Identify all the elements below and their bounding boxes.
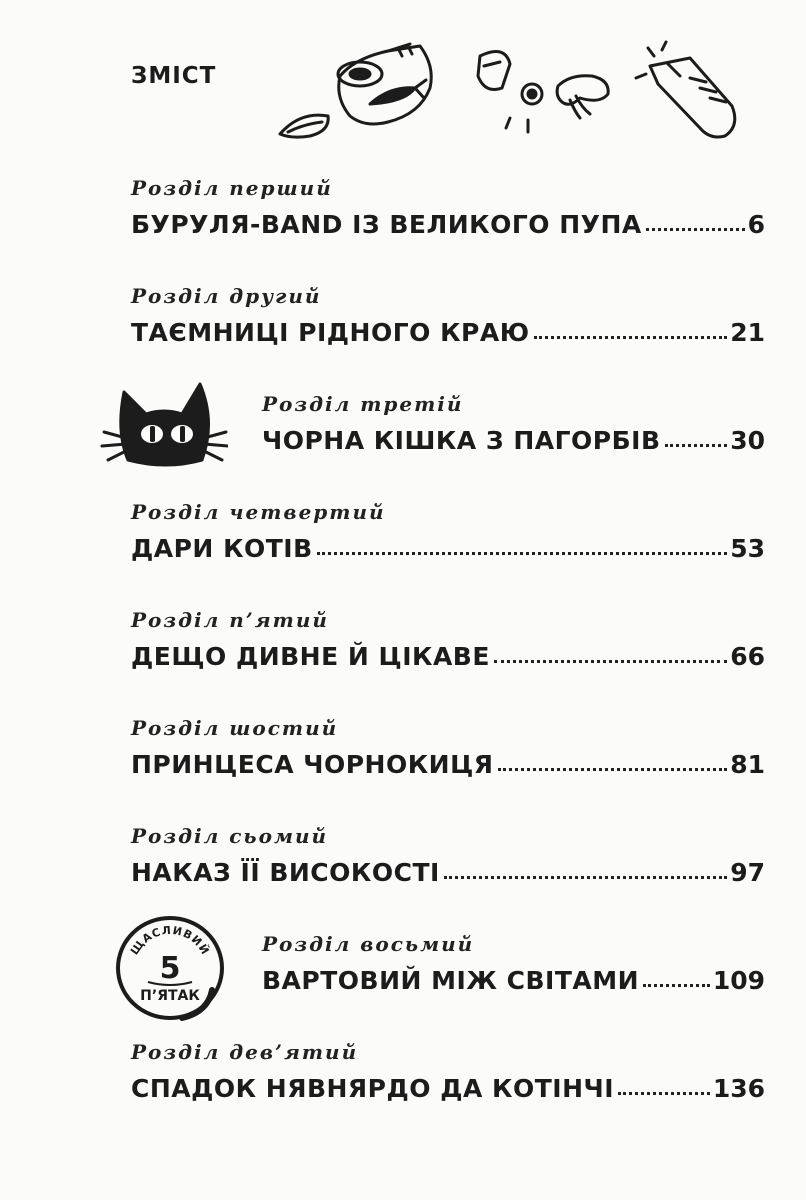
svg-text:ЩАСЛИВИЙ: ЩАСЛИВИЙ xyxy=(127,923,213,958)
page-number: 53 xyxy=(730,534,765,563)
dot-leader xyxy=(444,876,727,879)
black-cat-illustration xyxy=(100,372,228,472)
toc-entry-chapter-5[interactable] xyxy=(131,608,765,676)
page-number: 21 xyxy=(730,318,765,347)
chapter-title: НАКАЗ ЇЇ ВИСОКОСТІ xyxy=(131,858,440,887)
chapter-label: Розділ дев’ятий xyxy=(131,1040,359,1064)
toc-entry-chapter-2[interactable] xyxy=(131,284,765,352)
dot-leader xyxy=(498,768,728,771)
page-number: 109 xyxy=(712,966,765,995)
chapter-title: ВАРТОВИЙ МІЖ СВІТАМИ xyxy=(262,966,640,995)
food-doodles-illustration xyxy=(270,36,770,146)
toc-entry-chapter-7[interactable] xyxy=(131,824,765,892)
dot-leader xyxy=(534,336,728,339)
chapter-title: ДАРИ КОТІВ xyxy=(131,534,313,563)
page-number: 136 xyxy=(712,1074,765,1103)
page-number: 97 xyxy=(730,858,765,887)
coin-bottom-text: П’ЯТАК xyxy=(140,988,200,1004)
chapter-title: ЧОРНА КІШКА З ПАГОРБІВ xyxy=(262,426,661,455)
chapter-label: Розділ шостий xyxy=(131,716,339,740)
lucky-coin-illustration xyxy=(112,912,228,1022)
chapter-label: Розділ сьомий xyxy=(131,824,329,848)
dot-leader xyxy=(646,228,745,231)
dot-leader xyxy=(618,1092,710,1095)
chapter-label: Розділ перший xyxy=(131,176,333,200)
chapter-title: СПАДОК НЯВНЯРДО ДА КОТІНЧІ xyxy=(131,1074,615,1103)
chapter-label: Розділ восьмий xyxy=(262,932,475,956)
page-number: 66 xyxy=(730,642,765,671)
chapter-label: Розділ четвертий xyxy=(131,500,386,524)
chapter-title: ТАЄМНИЦІ РІДНОГО КРАЮ xyxy=(131,318,530,347)
page-number: 81 xyxy=(730,750,765,779)
chapter-title: БУРУЛЯ-BAND ІЗ ВЕЛИКОГО ПУПА xyxy=(131,210,642,239)
toc-entry-chapter-8[interactable] xyxy=(262,932,765,1000)
page-title: ЗМІСТ xyxy=(131,63,217,89)
page-number: 30 xyxy=(730,426,765,455)
dot-leader xyxy=(665,444,728,447)
toc-entry-chapter-1[interactable] xyxy=(131,176,765,244)
chapter-label: Розділ п’ятий xyxy=(131,608,329,632)
toc-entry-chapter-3[interactable] xyxy=(262,392,765,460)
chapter-title: ПРИНЦЕСА ЧОРНОКИЦЯ xyxy=(131,750,494,779)
chapter-title: ДЕЩО ДИВНЕ Й ЦІКАВЕ xyxy=(131,642,490,671)
page-number: 6 xyxy=(747,210,765,239)
dot-leader xyxy=(494,660,727,663)
toc-entry-chapter-9[interactable] xyxy=(131,1040,765,1108)
dot-leader xyxy=(317,552,728,555)
dot-leader xyxy=(643,984,710,987)
chapter-label: Розділ третій xyxy=(262,392,464,416)
chapter-label: Розділ другий xyxy=(131,284,322,308)
toc-entry-chapter-6[interactable] xyxy=(131,716,765,784)
coin-number: 5 xyxy=(159,951,181,986)
toc-entry-chapter-4[interactable] xyxy=(131,500,765,568)
